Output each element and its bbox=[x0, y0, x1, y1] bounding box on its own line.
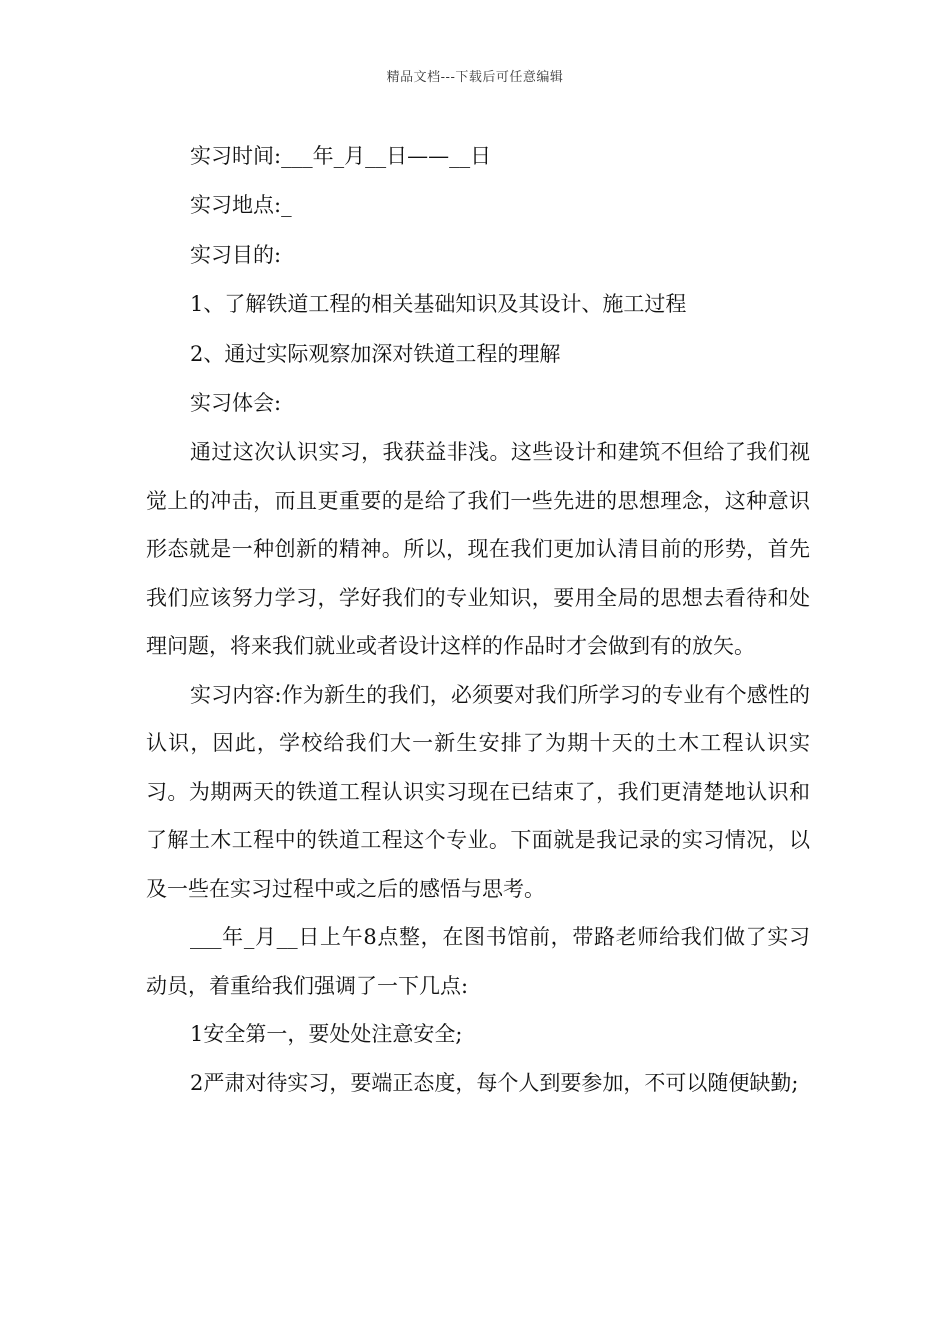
rule-item-1: 1安全第一，要处处注意安全; bbox=[190, 1022, 463, 1047]
page-header: 精品文档---下载后可任意编辑 bbox=[386, 70, 564, 85]
internship-place: 实习地点:_ bbox=[190, 193, 292, 218]
internship-purpose-title: 实习目的: bbox=[190, 242, 282, 267]
internship-experience-title: 实习体会: bbox=[190, 391, 282, 416]
purpose-item-2: 2、通过实际观察加深对铁道工程的理解 bbox=[190, 341, 561, 366]
purpose-item-1: 1、了解铁道工程的相关基础知识及其设计、施工过程 bbox=[190, 292, 687, 317]
internship-time: 实习时间:___年_月__日——__日 bbox=[190, 144, 492, 168]
content-paragraph: 实习内容:作为新生的我们，必须要对我们所学习的专业有个感性的认识，因此，学校给我们大一新生安排了为期十天的土木工程认识实习。为期两天的铁道工程认识实习现在已结束了，我们更清楚地认识和了解土木工程中的铁道工程这个专业。下面就是我记录的实习情况，以及一些在实习过程中或之后的感悟与思考。 bbox=[146, 682, 810, 901]
mobilization-paragraph: ___年_月__日上午8点整，在图书馆前，带路老师给我们做了实习动员，着重给我们强调了一下几点: bbox=[146, 925, 810, 998]
document-body bbox=[146, 132, 810, 1107]
rule-item-2: 2严肃对待实习，要端正态度，每个人到要参加，不可以随便缺勤; bbox=[190, 1070, 799, 1095]
experience-paragraph: 通过这次认识实习，我获益非浅。这些设计和建筑不但给了我们视觉上的冲击，而且更重要的是给了我们一些先进的思想理念，这种意识形态就是一种创新的精神。所以，现在我们更加认清目前的形势，首先我们应该努力学习，学好我们的专业知识，要用全局的思想去看待和处理问题，将来我们就业或者设计这样的作品时才会做到有的放矢。 bbox=[146, 440, 810, 659]
